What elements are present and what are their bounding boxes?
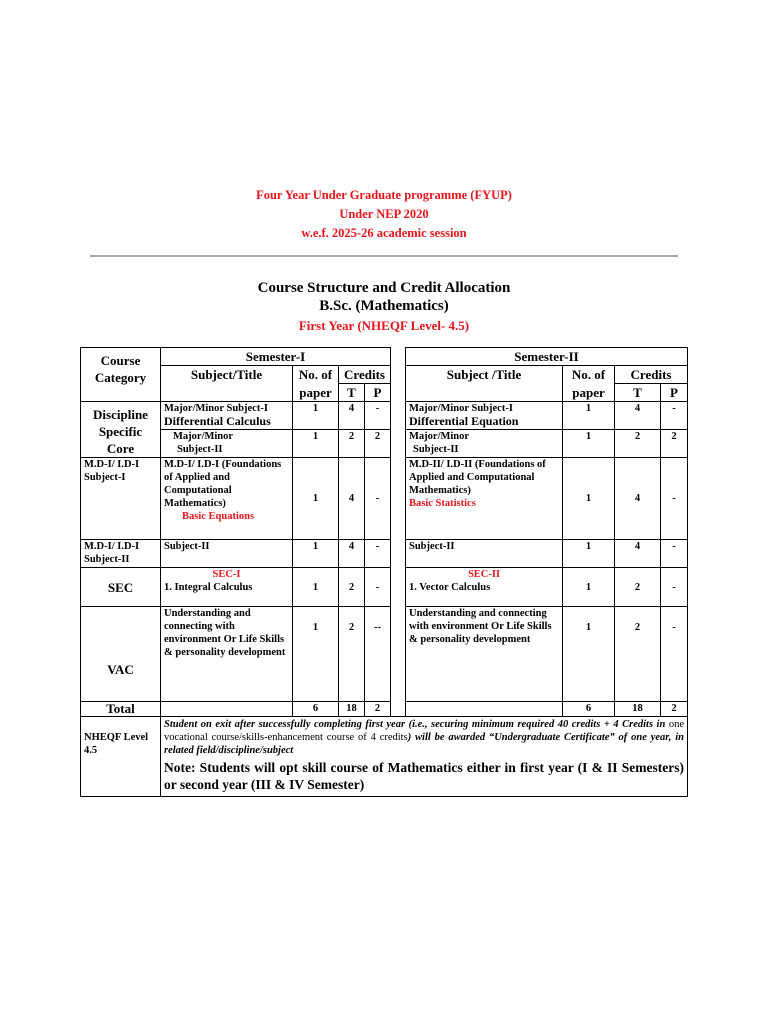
md2-s1-subject: Subject-II xyxy=(161,540,293,568)
total-s1-p: 2 xyxy=(365,702,391,717)
column-separator xyxy=(391,540,406,568)
category-total: Total xyxy=(81,702,161,717)
column-separator xyxy=(391,568,406,607)
nheqf-text-a: Student on exit after successfully completing first year (i.e., securing minimum required 40 credits + 4 Credits in xyxy=(164,719,666,730)
vac-s2-t: 2 xyxy=(615,607,661,702)
nheqf-exit-note xyxy=(161,717,688,797)
vac-s1-t: 2 xyxy=(339,607,365,702)
dsc-s2-papers-2: 1 xyxy=(563,430,615,458)
sec-s1-subject: SEC-I 1. Integral Calculus xyxy=(161,568,293,607)
dsc-s1-t-2: 2 xyxy=(339,430,365,458)
sec-s1-t: 2 xyxy=(339,568,365,607)
total-s2-t: 18 xyxy=(615,702,661,717)
vac-s2-subject: Understanding and connecting with environment Or Life Skills & personality development xyxy=(406,607,563,702)
category-vac: VAC xyxy=(81,607,161,702)
category-sec: SEC xyxy=(81,568,161,607)
vac-s1-subject: Understanding and connecting with environment Or Life Skills & personality development xyxy=(161,607,293,702)
header-p-2: P xyxy=(661,384,688,402)
column-separator xyxy=(391,430,406,458)
category-md-subject-1: M.D-I/ I.D-I Subject-I xyxy=(81,458,161,540)
dsc-s1-t-1: 4 xyxy=(339,402,365,430)
dsc-s1-p-1: - xyxy=(365,402,391,430)
md1-s1-papers: 1 xyxy=(293,458,339,540)
header-no-of-2: No. of xyxy=(563,366,615,384)
nheqf-text-b: one vocational course/skills-enhancement course of 4 credits xyxy=(164,719,684,743)
sec-s2-subject: SEC-II 1. Vector Calculus xyxy=(406,568,563,607)
total-s2-papers: 6 xyxy=(563,702,615,717)
programme-session: w.e.f. 2025-26 academic session xyxy=(301,226,467,240)
dsc-s1-subject-2: Major/Minor Subject-II xyxy=(161,430,293,458)
vac-s2-p: - xyxy=(661,607,688,702)
column-separator xyxy=(391,348,406,402)
header-t-1: T xyxy=(339,384,365,402)
vac-s1-p: -- xyxy=(365,607,391,702)
sec-s2-papers: 1 xyxy=(563,568,615,607)
column-separator xyxy=(391,458,406,540)
vac-s2-papers: 1 xyxy=(563,607,615,702)
total-s1-papers: 6 xyxy=(293,702,339,717)
header-t-2: T xyxy=(615,384,661,402)
sec-s1-p: - xyxy=(365,568,391,607)
md2-s1-t: 4 xyxy=(339,540,365,568)
md2-s2-papers: 1 xyxy=(563,540,615,568)
year-level: First Year (NHEQF Level- 4.5) xyxy=(298,318,470,333)
vac-s1-papers: 1 xyxy=(293,607,339,702)
course-structure-table xyxy=(80,347,688,797)
header-no-of-1: No. of xyxy=(293,366,339,384)
dsc-s1-subject-1: Major/Minor Subject-I Differential Calculus xyxy=(161,402,293,430)
md2-s2-t: 4 xyxy=(615,540,661,568)
dsc-s1-p-2: 2 xyxy=(365,430,391,458)
nheqf-text-c: ) will be awarded “Undergraduate Certificate” of one year, in related field/discipline/subject xyxy=(164,732,684,756)
header-p-1: P xyxy=(365,384,391,402)
header-semester-1: Semester-I xyxy=(161,348,391,366)
skill-course-note: Note: Students will opt skill course of Mathematics either in first year (I & II Semesters) or second year (III & IV Semester) xyxy=(164,760,684,792)
header-subject-title-1: Subject/Title xyxy=(161,366,293,402)
header-credits-2: Credits xyxy=(615,366,688,384)
page-subtitle: B.Sc. (Mathematics) xyxy=(319,298,449,314)
header-course-category: Course Category xyxy=(81,348,161,402)
md1-s2-t: 4 xyxy=(615,458,661,540)
column-separator xyxy=(391,702,406,717)
md2-s2-p: - xyxy=(661,540,688,568)
header-subject-title-2: Subject /Title xyxy=(406,366,563,402)
total-s1-blank xyxy=(161,702,293,717)
md1-s2-papers: 1 xyxy=(563,458,615,540)
sec-s2-t: 2 xyxy=(615,568,661,607)
md2-s2-subject: Subject-II xyxy=(406,540,563,568)
dsc-s2-subject-2: Major/Minor Subject-II xyxy=(406,430,563,458)
md1-s1-t: 4 xyxy=(339,458,365,540)
category-md-subject-2: M.D-I/ I.D-I Subject-II xyxy=(81,540,161,568)
total-s2-p: 2 xyxy=(661,702,688,717)
header-credits-1: Credits xyxy=(339,366,391,384)
programme-subtitle: Under NEP 2020 xyxy=(339,207,429,221)
header-paper-1: paper xyxy=(293,384,339,402)
total-s2-blank xyxy=(406,702,563,717)
dsc-s2-p-1: - xyxy=(661,402,688,430)
sec-s2-p: - xyxy=(661,568,688,607)
dsc-s2-t-2: 2 xyxy=(615,430,661,458)
dsc-s1-papers-2: 1 xyxy=(293,430,339,458)
page-title: Course Structure and Credit Allocation xyxy=(257,280,511,296)
category-dsc: Discipline Specific Core xyxy=(81,402,161,458)
header-paper-2: paper xyxy=(563,384,615,402)
category-nheqf: NHEQF Level 4.5 xyxy=(81,717,161,797)
dsc-s2-p-2: 2 xyxy=(661,430,688,458)
dsc-s1-papers-1: 1 xyxy=(293,402,339,430)
md1-s1-subject: M.D-I/ I.D-I (Foundations of Applied and Computational Mathematics) Basic Equations xyxy=(161,458,293,540)
dsc-s2-papers-1: 1 xyxy=(563,402,615,430)
md1-s1-p: - xyxy=(365,458,391,540)
header-semester-2: Semester-II xyxy=(406,348,688,366)
dsc-s2-t-1: 4 xyxy=(615,402,661,430)
column-separator xyxy=(391,402,406,430)
dsc-s2-subject-1: Major/Minor Subject-I Differential Equation xyxy=(406,402,563,430)
total-s1-t: 18 xyxy=(339,702,365,717)
sec-s1-papers: 1 xyxy=(293,568,339,607)
md1-s2-subject: M.D-II/ I.D-II (Foundations of Applied and Computational Mathematics) Basic Statistics xyxy=(406,458,563,540)
column-separator xyxy=(391,607,406,702)
programme-title: Four Year Under Graduate programme (FYUP) xyxy=(256,188,512,202)
md2-s1-papers: 1 xyxy=(293,540,339,568)
md2-s1-p: - xyxy=(365,540,391,568)
divider xyxy=(90,255,678,257)
md1-s2-p: - xyxy=(661,458,688,540)
